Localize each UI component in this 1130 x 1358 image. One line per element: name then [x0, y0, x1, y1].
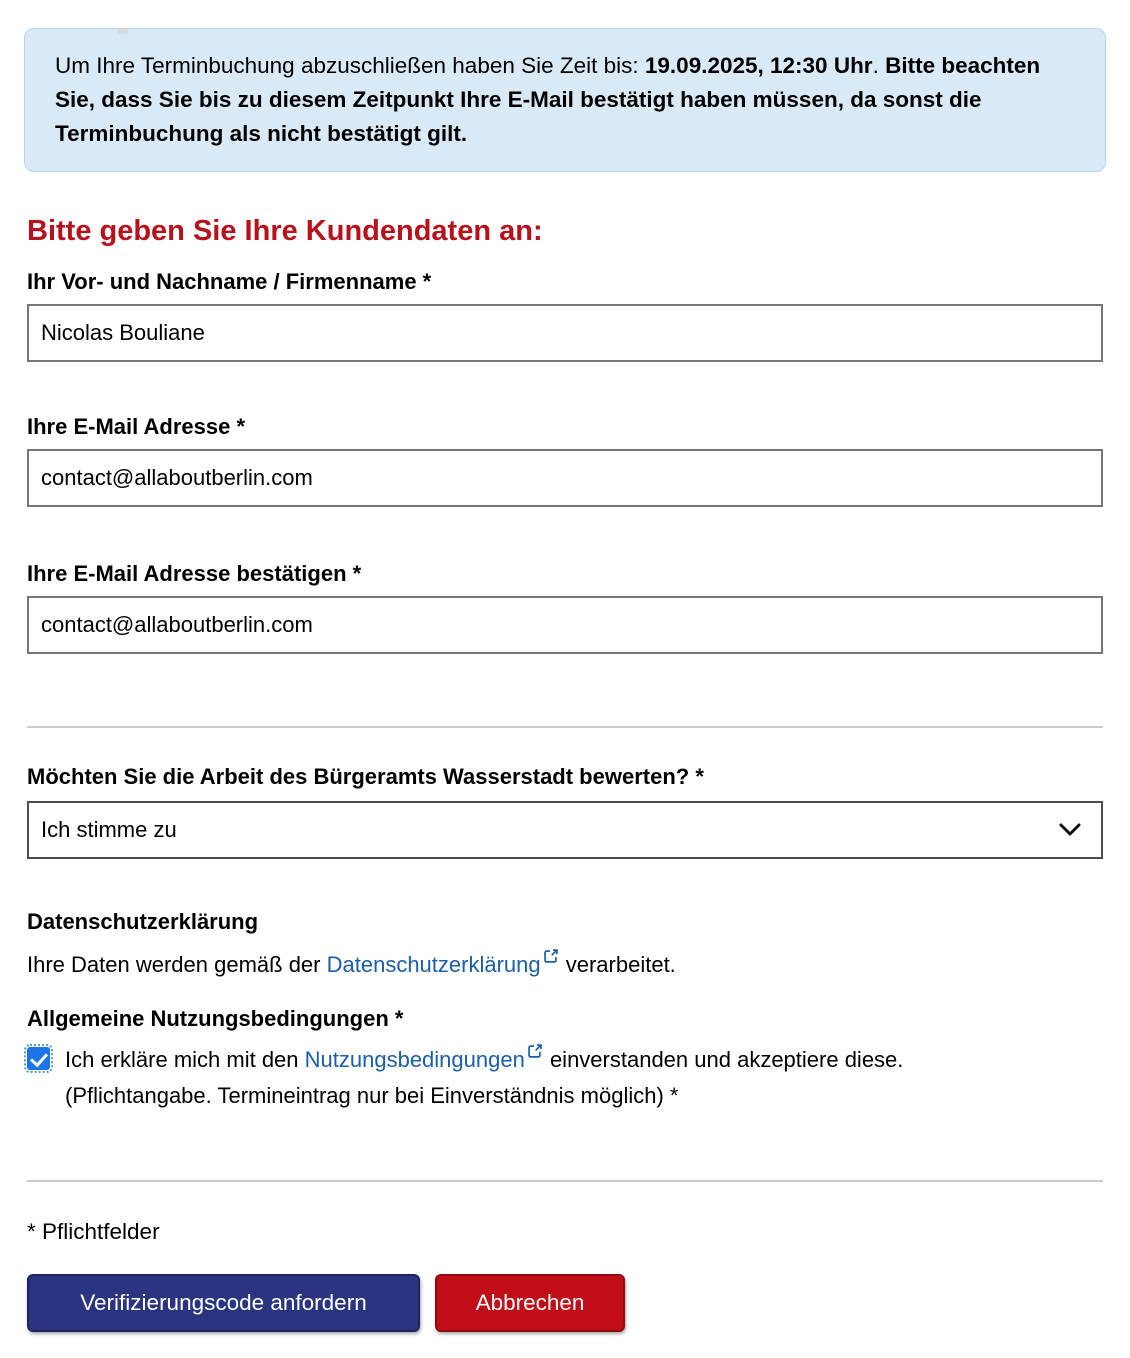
- booking-form-page: [0, 28, 1130, 1332]
- terms-checkbox[interactable]: [27, 1047, 50, 1070]
- terms-text-before: Ich erkläre mich mit den: [65, 1047, 305, 1072]
- survey-select[interactable]: [27, 801, 1103, 859]
- name-input[interactable]: [27, 304, 1103, 362]
- privacy-heading: Datenschutzerklärung: [27, 909, 259, 934]
- privacy-text-after: verarbeitet.: [559, 952, 676, 977]
- request-verification-code-button[interactable]: Verifizierungscode anfordern: [27, 1274, 420, 1332]
- email-confirm-field-label: Ihre E-Mail Adresse bestätigen *: [27, 561, 362, 586]
- name-field-label: Ihr Vor- und Nachname / Firmenname *: [27, 269, 432, 294]
- email-input[interactable]: [27, 449, 1103, 507]
- divider: [27, 1180, 1103, 1182]
- survey-label: Möchten Sie die Arbeit des Bürgeramts Wasserstadt bewerten? *: [27, 764, 704, 789]
- deadline-warning-text: Bitte beachten Sie, dass Sie bis zu diesem Zeitpunkt Ihre E-Mail bestätigt haben müssen, da sonst die Terminbuchung als nicht bestätigt gilt.: [55, 53, 1041, 146]
- form-actions: [27, 1274, 1103, 1332]
- external-link-icon: [544, 949, 558, 963]
- privacy-policy-link[interactable]: Datenschutzerklärung: [326, 952, 541, 977]
- divider: [27, 726, 1103, 728]
- deadline-separator: .: [872, 53, 886, 78]
- cursor-artifact: [117, 28, 128, 34]
- cancel-button[interactable]: Abbrechen: [435, 1274, 625, 1332]
- page-title: Bitte geben Sie Ihre Kundendaten an:: [27, 215, 543, 247]
- privacy-text-before: Ihre Daten werden gemäß der: [27, 952, 327, 977]
- email-confirm-input[interactable]: [27, 596, 1103, 654]
- external-link-icon: [528, 1044, 542, 1058]
- chevron-down-icon: [1059, 823, 1081, 837]
- required-fields-note: * Pflichtfelder: [27, 1219, 160, 1244]
- terms-text-after: einverstanden und akzeptiere diese.: [543, 1047, 904, 1072]
- survey-selected-option: Ich stimme zu: [41, 817, 177, 842]
- deadline-info-text: Um Ihre Terminbuchung abzuschließen haben Sie Zeit bis:: [55, 53, 645, 78]
- privacy-text: [27, 948, 1103, 982]
- terms-link[interactable]: Nutzungsbedingungen: [304, 1047, 525, 1072]
- terms-checkbox-label: [65, 1042, 903, 1114]
- deadline-value: 19.09.2025, 12:30 Uhr: [644, 53, 873, 78]
- deadline-info-box: [24, 28, 1106, 172]
- terms-note: (Pflichtangabe. Termineintrag nur bei Einverständnis möglich) *: [65, 1083, 679, 1108]
- terms-heading: Allgemeine Nutzungsbedingungen *: [27, 1006, 404, 1031]
- terms-consent-row: [27, 1042, 1103, 1114]
- email-field-label: Ihre E-Mail Adresse *: [27, 414, 246, 439]
